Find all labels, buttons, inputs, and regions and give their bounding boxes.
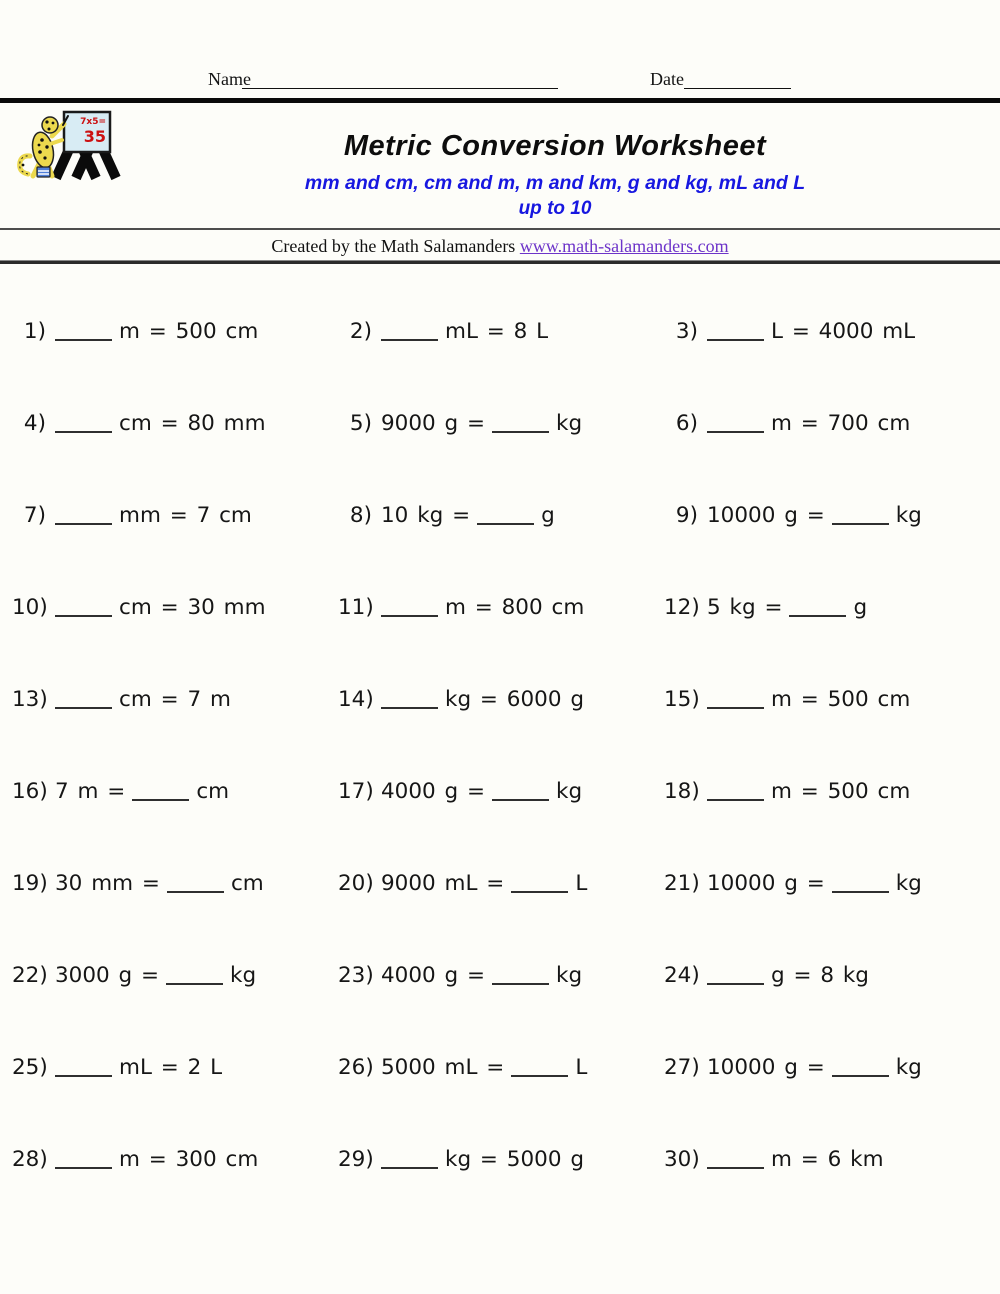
problem-number: 10): [12, 595, 48, 620]
problem-number: 9): [675, 503, 698, 528]
answer-blank[interactable]: [132, 780, 189, 801]
problem-number: 20): [338, 871, 374, 896]
problem-number: 27): [664, 1055, 700, 1080]
answer-blank[interactable]: [707, 688, 764, 709]
divider-thick-top: [0, 98, 1000, 103]
name-input-line[interactable]: [242, 70, 558, 89]
divider-credit-bottom: [0, 260, 1000, 264]
problem-item: [664, 872, 1000, 964]
date-input-line[interactable]: [684, 70, 791, 89]
problem-item: [664, 964, 1000, 1056]
answer-blank[interactable]: [511, 872, 568, 893]
problem-item: [664, 504, 1000, 596]
answer-blank[interactable]: [707, 320, 764, 341]
problem-item: [664, 780, 1000, 872]
credit-line: [0, 236, 1000, 257]
answer-blank[interactable]: [477, 504, 534, 525]
problem-item: [12, 596, 338, 688]
problem-after-text: mL = 8 L: [445, 319, 549, 344]
problem-after-text: kg: [895, 871, 922, 896]
problem-after-text: cm: [196, 779, 230, 804]
problem-after-text: L = 4000 mL: [771, 319, 916, 344]
problem-item: [664, 1148, 1000, 1240]
problem-item: [664, 1056, 1000, 1148]
problem-number: 8): [349, 503, 372, 528]
problem-item: [12, 1148, 338, 1240]
logo-board-text-small: 7x5=: [80, 117, 106, 127]
problem-item: [338, 688, 664, 780]
answer-blank[interactable]: [832, 872, 889, 893]
problem-number: 19): [12, 871, 48, 896]
page-title: Metric Conversion Worksheet: [343, 130, 767, 162]
answer-blank[interactable]: [55, 688, 112, 709]
problem-before-text: 5 kg =: [707, 595, 783, 620]
answer-blank[interactable]: [55, 596, 112, 617]
problem-number: 2): [349, 319, 372, 344]
problem-item: [338, 320, 664, 412]
problem-after-text: cm = 7 m: [119, 687, 231, 712]
problem-after-text: m = 6 km: [771, 1147, 884, 1172]
problem-number: 3): [675, 319, 698, 344]
answer-blank[interactable]: [381, 596, 438, 617]
logo-board-text-big: 35: [83, 127, 106, 146]
problem-number: 16): [12, 779, 48, 804]
problem-before-text: 5000 mL =: [381, 1055, 505, 1080]
problem-number: 11): [338, 595, 374, 620]
problem-after-text: g = 8 kg: [771, 963, 869, 988]
date-label: Date: [650, 69, 684, 89]
problem-before-text: 10000 g =: [707, 871, 825, 896]
answer-blank[interactable]: [492, 964, 549, 985]
problem-after-text: kg: [230, 963, 257, 988]
credit-text: Created by the Math Salamanders: [271, 236, 516, 256]
problem-number: 23): [338, 963, 374, 988]
problem-number: 25): [12, 1055, 48, 1080]
problem-number: 29): [338, 1147, 374, 1172]
problem-number: 26): [338, 1055, 374, 1080]
problem-after-text: kg: [556, 963, 583, 988]
problem-after-text: m = 500 cm: [119, 319, 259, 344]
answer-blank[interactable]: [55, 412, 112, 433]
problem-before-text: 10000 g =: [707, 503, 825, 528]
problem-number: 12): [664, 595, 700, 620]
problem-number: 4): [23, 411, 46, 436]
credit-link[interactable]: www.math-salamanders.com: [519, 236, 729, 256]
problem-before-text: 9000 g =: [381, 411, 486, 436]
problem-item: [12, 688, 338, 780]
problem-before-text: 4000 g =: [381, 779, 486, 804]
answer-blank[interactable]: [832, 1056, 889, 1077]
math-salamanders-logo-icon: [14, 110, 124, 182]
problem-before-text: 30 mm =: [55, 871, 160, 896]
problem-after-text: kg: [556, 779, 583, 804]
answer-blank[interactable]: [492, 780, 549, 801]
problem-after-text: m = 700 cm: [771, 411, 911, 436]
problem-item: [338, 1056, 664, 1148]
name-label: Name: [208, 69, 251, 89]
problem-before-text: 4000 g =: [381, 963, 486, 988]
problem-after-text: kg: [556, 411, 583, 436]
problem-number: 13): [12, 687, 48, 712]
problem-item: [12, 964, 338, 1056]
problem-after-text: cm = 30 mm: [119, 595, 266, 620]
problem-item: [338, 412, 664, 504]
problem-item: [338, 872, 664, 964]
problem-item: [12, 780, 338, 872]
problem-item: [12, 320, 338, 412]
problem-number: 24): [664, 963, 700, 988]
problem-after-text: kg = 6000 g: [445, 687, 584, 712]
problem-before-text: 9000 mL =: [381, 871, 505, 896]
problem-item: [338, 780, 664, 872]
problem-after-text: mm = 7 cm: [119, 503, 252, 528]
problem-after-text: kg: [895, 1055, 922, 1080]
answer-blank[interactable]: [55, 1148, 112, 1169]
problem-item: [664, 596, 1000, 688]
problem-number: 30): [664, 1147, 700, 1172]
answer-blank[interactable]: [166, 964, 223, 985]
problem-number: 14): [338, 687, 374, 712]
answer-blank[interactable]: [381, 1148, 438, 1169]
problem-after-text: L: [575, 871, 588, 896]
answer-blank[interactable]: [55, 1056, 112, 1077]
problem-after-text: kg: [895, 503, 922, 528]
problem-number: 21): [664, 871, 700, 896]
problem-item: [338, 964, 664, 1056]
problem-after-text: m = 500 cm: [771, 779, 911, 804]
problem-item: [12, 412, 338, 504]
problem-number: 1): [23, 319, 46, 344]
answer-blank[interactable]: [167, 872, 224, 893]
problem-after-text: m = 500 cm: [771, 687, 911, 712]
problem-item: [12, 504, 338, 596]
problem-after-text: m = 800 cm: [445, 595, 585, 620]
problem-before-text: 7 m =: [55, 779, 126, 804]
answer-blank[interactable]: [381, 688, 438, 709]
problem-item: [664, 412, 1000, 504]
problem-after-text: kg = 5000 g: [445, 1147, 584, 1172]
problem-before-text: 10 kg =: [381, 503, 471, 528]
answer-blank[interactable]: [381, 320, 438, 341]
bucket-icon: [37, 167, 50, 177]
problem-after-text: L: [575, 1055, 588, 1080]
problem-number: 28): [12, 1147, 48, 1172]
answer-blank[interactable]: [55, 320, 112, 341]
subtitle-units: mm and cm, cm and m, m and km, g and kg, mL and L: [304, 172, 806, 194]
problem-number: 5): [349, 411, 372, 436]
problem-item: [338, 596, 664, 688]
problem-item: [338, 504, 664, 596]
answer-blank[interactable]: [832, 504, 889, 525]
problem-number: 18): [664, 779, 700, 804]
problem-number: 6): [675, 411, 698, 436]
problem-after-text: g: [541, 503, 555, 528]
problem-item: [338, 1148, 664, 1240]
problem-after-text: m = 300 cm: [119, 1147, 259, 1172]
problem-number: 22): [12, 963, 48, 988]
answer-blank[interactable]: [511, 1056, 568, 1077]
answer-blank[interactable]: [707, 964, 764, 985]
problem-after-text: cm = 80 mm: [119, 411, 266, 436]
answer-blank[interactable]: [707, 1148, 764, 1169]
problem-item: [664, 320, 1000, 412]
problem-after-text: g: [853, 595, 868, 620]
subtitle-range: up to 10: [518, 198, 592, 219]
answer-blank[interactable]: [707, 412, 764, 433]
problems-grid: [12, 320, 1000, 1240]
problem-item: [12, 872, 338, 964]
problem-item: [12, 1056, 338, 1148]
problem-before-text: 3000 g =: [55, 963, 160, 988]
problem-number: 17): [338, 779, 374, 804]
answer-blank[interactable]: [55, 504, 112, 525]
problem-before-text: 10000 g =: [707, 1055, 825, 1080]
answer-blank[interactable]: [492, 412, 549, 433]
answer-blank[interactable]: [789, 596, 846, 617]
divider-credit-top: [0, 228, 1000, 230]
problem-number: 7): [23, 503, 46, 528]
answer-blank[interactable]: [707, 780, 764, 801]
problem-item: [664, 688, 1000, 780]
problem-after-text: mL = 2 L: [119, 1055, 223, 1080]
problem-number: 15): [664, 687, 700, 712]
problem-after-text: cm: [230, 871, 264, 896]
